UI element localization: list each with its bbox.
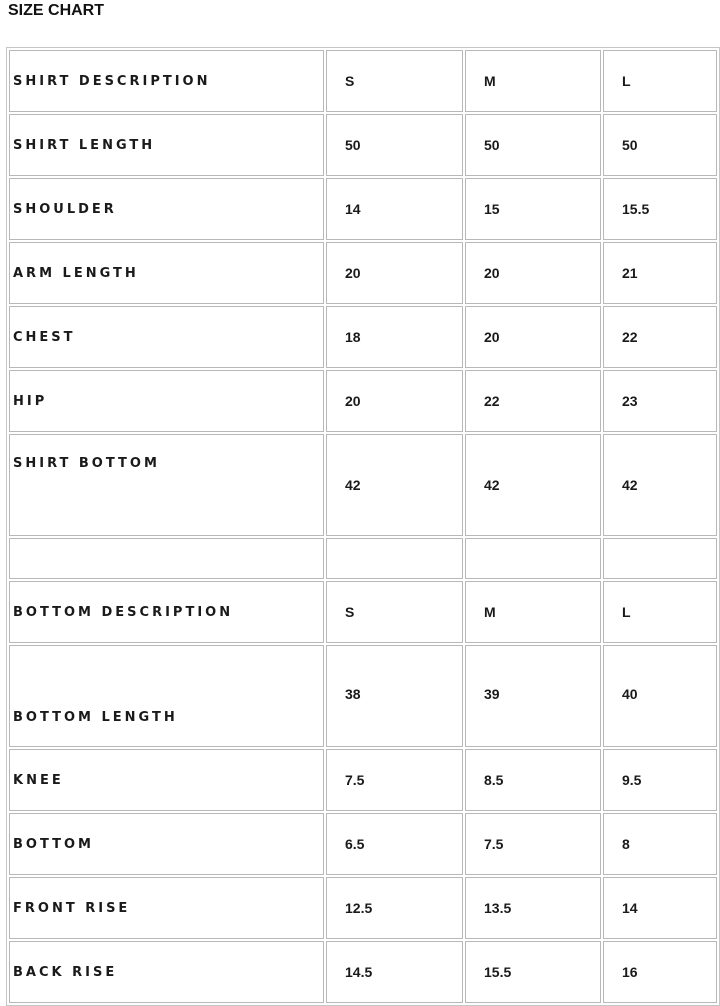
value-s: 14	[326, 178, 463, 240]
value-l: 42	[603, 434, 717, 536]
table-row	[9, 749, 717, 811]
row-label: BOTTOM	[9, 813, 324, 875]
value-m: 15	[465, 178, 601, 240]
table-row	[9, 178, 717, 240]
value-m: 42	[465, 434, 601, 536]
row-label: KNEE	[9, 749, 324, 811]
row-label: FRONT RISE	[9, 877, 324, 939]
value-l: 22	[603, 306, 717, 368]
size-l-header: L	[603, 50, 717, 112]
value-m: 50	[465, 114, 601, 176]
value-s: 50	[326, 114, 463, 176]
value-m: 15.5	[465, 941, 601, 1003]
value-s: 14.5	[326, 941, 463, 1003]
value-s: 12.5	[326, 877, 463, 939]
size-l-header: L	[603, 581, 717, 643]
table-row	[9, 813, 717, 875]
row-label: SHIRT LENGTH	[9, 114, 324, 176]
spacer-row	[9, 538, 717, 579]
value-m: 20	[465, 242, 601, 304]
table-row	[9, 941, 717, 1003]
row-label: CHEST	[9, 306, 324, 368]
bottom-description-header: BOTTOM DESCRIPTION	[9, 581, 324, 643]
value-l: 40	[603, 645, 717, 747]
value-s: 18	[326, 306, 463, 368]
row-label: HIP	[9, 370, 324, 432]
row-label: SHOULDER	[9, 178, 324, 240]
value-s: 7.5	[326, 749, 463, 811]
table-row	[9, 114, 717, 176]
empty-cell	[326, 538, 463, 579]
size-chart-table	[6, 47, 720, 1006]
row-label: BACK RISE	[9, 941, 324, 1003]
value-m: 22	[465, 370, 601, 432]
table-row	[9, 434, 717, 536]
empty-cell	[603, 538, 717, 579]
value-l: 50	[603, 114, 717, 176]
value-l: 15.5	[603, 178, 717, 240]
shirt-header-row	[9, 50, 717, 112]
row-label: BOTTOM LENGTH	[9, 645, 324, 747]
value-m: 7.5	[465, 813, 601, 875]
size-m-header: M	[465, 581, 601, 643]
value-s: 20	[326, 242, 463, 304]
empty-cell	[465, 538, 601, 579]
table-row	[9, 306, 717, 368]
shirt-description-header: SHIRT DESCRIPTION	[9, 50, 324, 112]
page-title: SIZE CHART	[8, 2, 104, 19]
bottom-header-row	[9, 581, 717, 643]
value-m: 13.5	[465, 877, 601, 939]
value-l: 9.5	[603, 749, 717, 811]
size-s-header: S	[326, 50, 463, 112]
value-l: 8	[603, 813, 717, 875]
value-m: 8.5	[465, 749, 601, 811]
size-m-header: M	[465, 50, 601, 112]
row-label: ARM LENGTH	[9, 242, 324, 304]
table-row	[9, 370, 717, 432]
value-s: 20	[326, 370, 463, 432]
value-m: 20	[465, 306, 601, 368]
value-l: 21	[603, 242, 717, 304]
value-l: 23	[603, 370, 717, 432]
value-s: 38	[326, 645, 463, 747]
value-l: 16	[603, 941, 717, 1003]
value-l: 14	[603, 877, 717, 939]
table-row	[9, 242, 717, 304]
value-m: 39	[465, 645, 601, 747]
value-s: 6.5	[326, 813, 463, 875]
size-s-header: S	[326, 581, 463, 643]
empty-cell	[9, 538, 324, 579]
table-row	[9, 645, 717, 747]
table-row	[9, 877, 717, 939]
value-s: 42	[326, 434, 463, 536]
row-label: SHIRT BOTTOM	[9, 434, 324, 536]
